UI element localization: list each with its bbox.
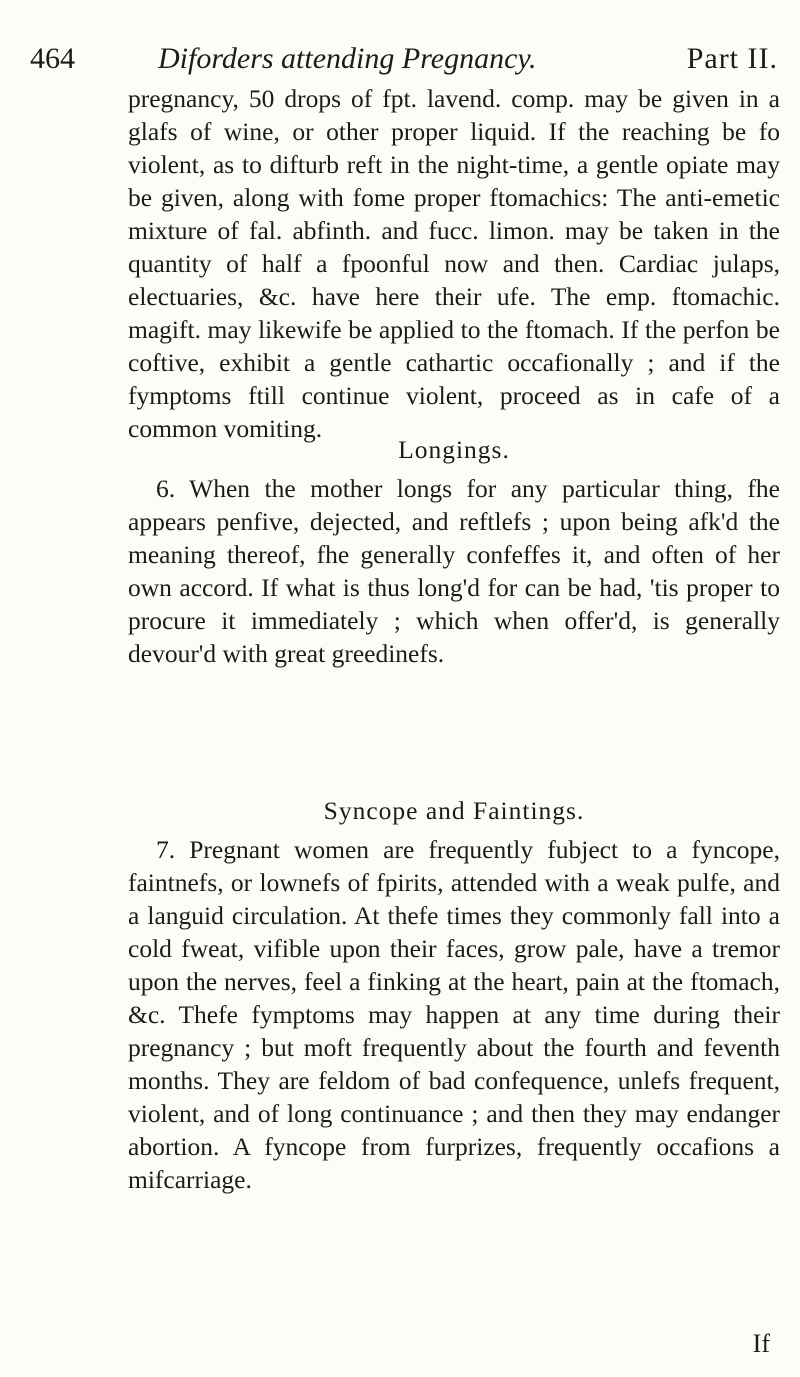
running-header	[30, 42, 778, 86]
syncope-section	[128, 789, 780, 1196]
catchword: If	[752, 1329, 770, 1358]
longings-heading: Longings.	[398, 435, 510, 464]
syncope-heading: Syncope and Faintings.	[323, 796, 585, 825]
part-label: Part II.	[686, 42, 778, 75]
longings-paragraph: 6. When the mother longs for any particular thing, fhe appears penfive, dejected, and reftlefs ; upon being afk'd the meaning thereof, fhe generally confeffes it, and often of her own accord. If what is thus long'd for can be had, 'tis proper to procure it immediately ; which when offer'd, is generally devour'd with great greedinefs.	[128, 474, 780, 668]
longings-section	[128, 428, 780, 670]
syncope-paragraph: 7. Pregnant women are frequently fubject to a fyncope, faintnefs, or lownefs of fpirits, attended with a weak pulfe, and a languid circulation. At thefe times they commonly fall into a cold fweat, vifible upon their faces, grow pale, have a tremor upon the nerves, feel a finking at the heart, pain at the ftomach, &c. Thefe fymptoms may happen at any time during their pregnancy ; but moft frequently about the fourth and feventh months. They are feldom of bad confequence, unlefs frequent, violent, and of long continuance ; and then they may endanger abortion. A fyncope from furprizes, frequently occafions a mifcarriage.	[128, 835, 780, 1194]
intro-paragraph: pregnancy, 50 drops of fpt. lavend. comp. may be given in a glafs of wine, or other proper liquid. If the reaching be fo violent, as to difturb reft in the night-time, a gentle opiate may be given, along with fome proper ftomachics: The anti-emetic mixture of fal. abfinth. and fucc. limon. may be taken in the quantity of half a fpoonful now and then. Cardiac julaps, electuaries, &c. have here their ufe. The emp. ftomachic. magift. may likewife be applied to the ftomach. If the perfon be coftive, exhibit a gentle cathartic occafionally ; and if the fymptoms ftill continue violent, proceed as in cafe of a common vomiting.	[128, 84, 780, 443]
running-title: Diforders attending Pregnancy.	[158, 42, 537, 75]
page-number: 464	[30, 42, 75, 75]
